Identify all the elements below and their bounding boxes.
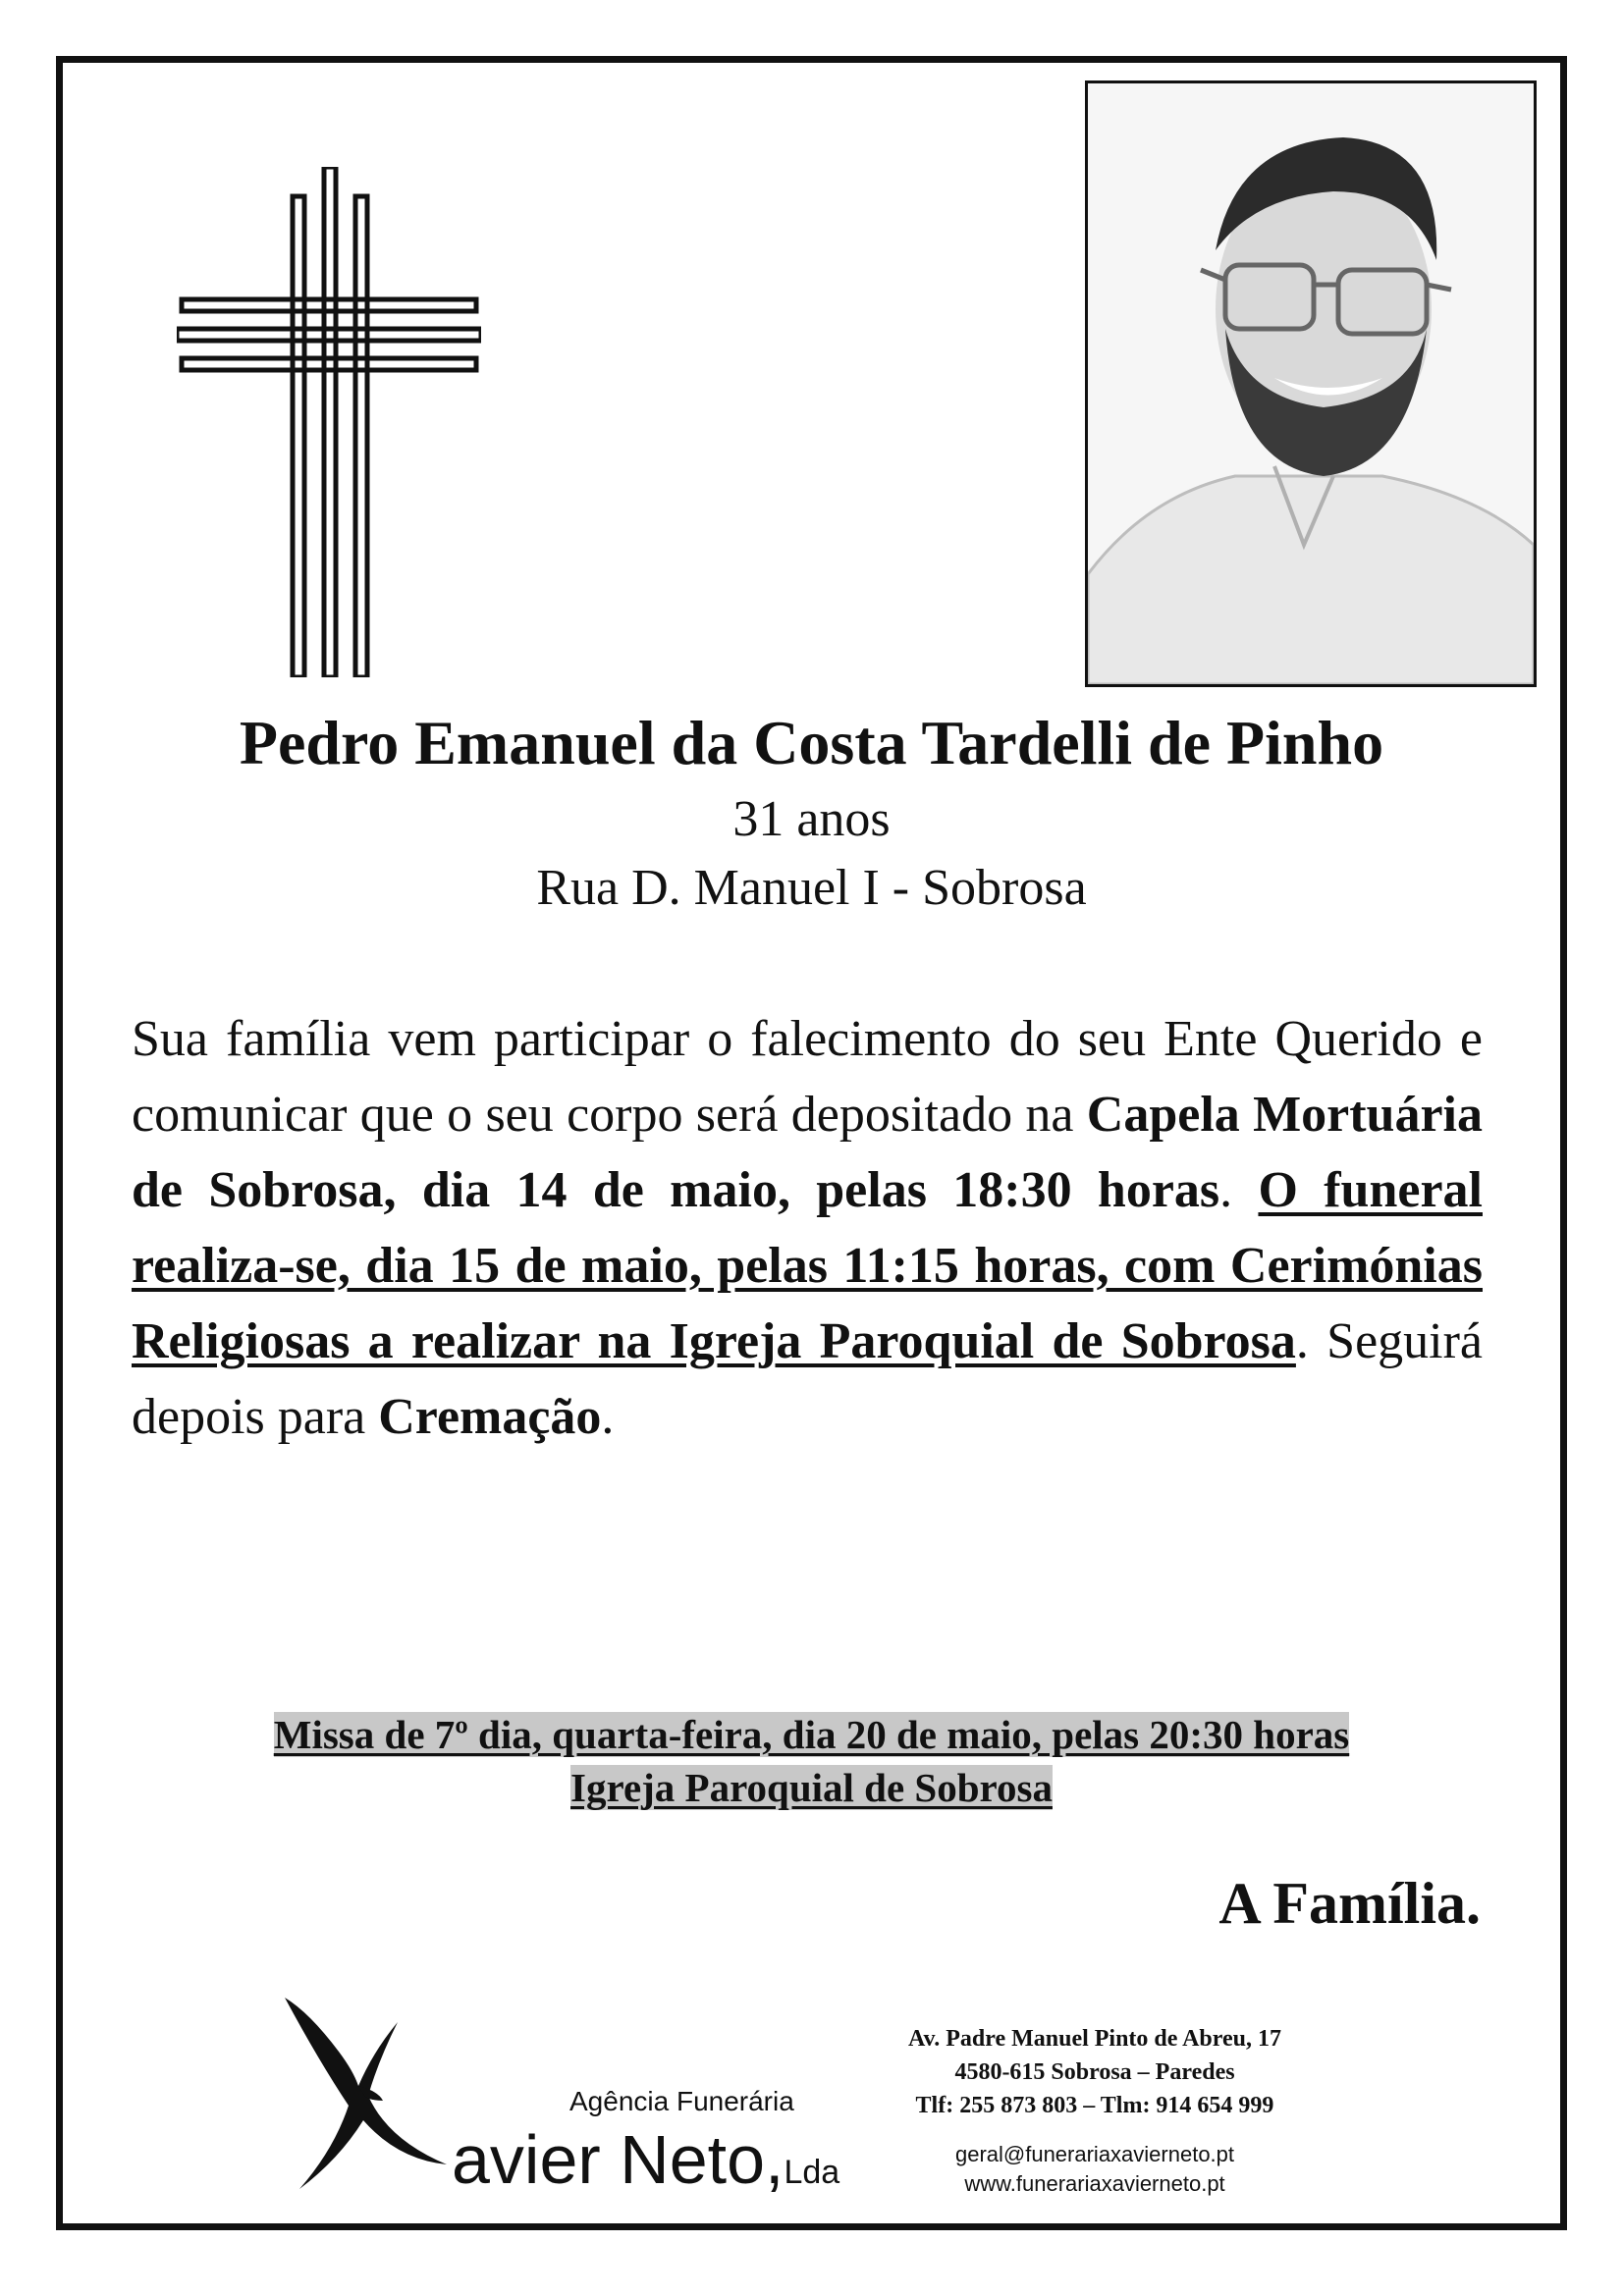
agency-name-text: avier Neto,	[452, 2121, 784, 2198]
cross-icon	[177, 167, 481, 677]
cremation-text: Cremação	[378, 1389, 602, 1445]
agency-address-2: 4580-615 Sobrosa – Paredes	[954, 2059, 1235, 2085]
mass-line-1: Missa de 7º dia, quarta-feira, dia 20 de maio, pelas 20:30 horas	[273, 1712, 1350, 1757]
agency-label: Agência Funerária	[569, 2086, 794, 2116]
chapel-info: Capela Mortuária de Sobrosa, dia 14 de maio, pelas 18:30 horas	[132, 1087, 1483, 1218]
mass-line-2: Igreja Paroquial de Sobrosa	[570, 1765, 1053, 1810]
intro-text: Sua família vem participar o falecimento do seu Ente Querido e comunicar que o seu corpo será depositado na	[132, 1011, 1483, 1143]
agency-website[interactable]: www.funerariaxavierneto.pt	[964, 2171, 1225, 2196]
agency-phones: Tlf: 255 873 803 – Tlm: 914 654 999	[915, 2093, 1274, 2118]
announcement-text	[132, 1001, 1483, 1455]
signature: A Família.	[1218, 1871, 1481, 1936]
end-text: .	[601, 1389, 615, 1445]
after-text: . Seguirá depois para	[132, 1313, 1483, 1445]
agency-suffix: Lda	[784, 2154, 840, 2191]
agency-address-1: Av. Padre Manuel Pinto de Abreu, 17	[907, 2026, 1281, 2052]
funeral-info: O funeral realiza-se, dia 15 de maio, pelas 11:15 horas, com Cerimónias Religiosas a realizar na Igreja Paroquial de Sobrosa	[132, 1162, 1483, 1369]
agency-email[interactable]: geral@funerariaxavierneto.pt	[954, 2142, 1235, 2166]
agency-contact	[889, 2022, 1301, 2199]
deceased-name: Pedro Emanuel da Costa Tardelli de Pinho	[239, 708, 1384, 777]
deceased-address: Rua D. Manuel I - Sobrosa	[536, 860, 1087, 916]
deceased-age: 31 anos	[732, 791, 891, 847]
separator-text: .	[1219, 1162, 1259, 1218]
portrait-photo	[1085, 80, 1537, 687]
agency-name	[452, 2120, 839, 2199]
mass-info	[0, 1708, 1623, 1814]
